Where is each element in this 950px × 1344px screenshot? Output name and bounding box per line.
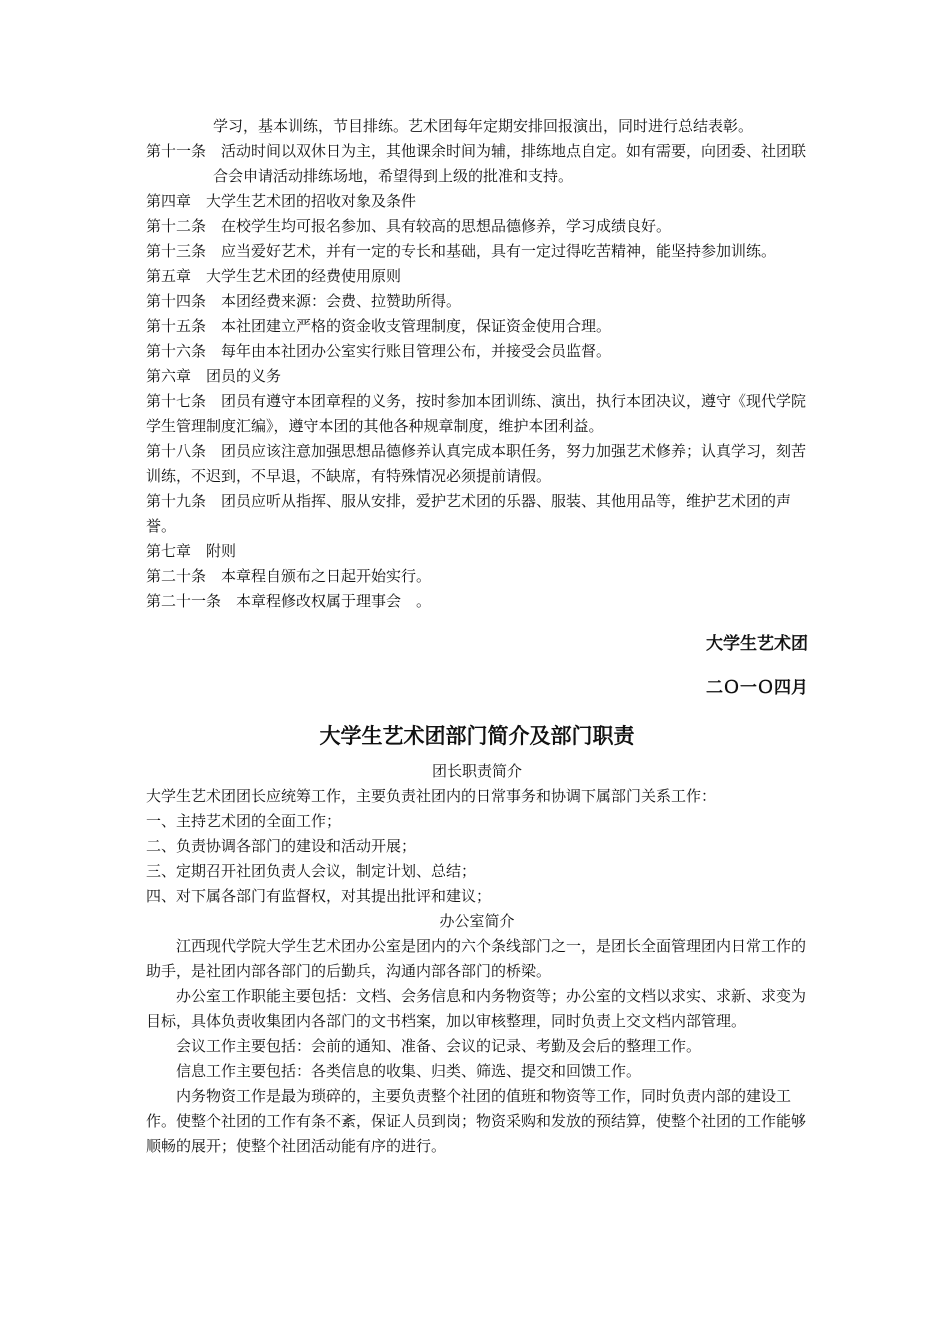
signature-organization: 大学生艺术团 xyxy=(706,634,808,654)
section-title: 大学生艺术团部门简介及部门职责 xyxy=(319,723,635,748)
article-text: 本章程修改权属于理事会 。 xyxy=(236,592,432,610)
article-text: 应当爱好艺术，并有一定的专长和基础，具有一定过得吃苦精神，能坚持参加训练。 xyxy=(221,242,777,260)
article-text: 团员有遵守本团章程的义务，按时参加本团训练、演出，执行本团决议，遵守《现代学院学生管理制度汇编》，遵守本团的其他各种规章制度，维护本团利益。 xyxy=(146,392,807,435)
article-text: 团员应该注意加强思想品德修养认真完成本职任务，努力加强艺术修养；认真学习，刻苦训练，不迟到，不早退，不缺席，有特殊情况必须提前请假。 xyxy=(146,442,807,485)
office-paragraph: 内务物资工作是最为琐碎的，主要负责整个社团的值班和物资等工作，同时负责内部的建设工作。使整个社团的工作有条不紊，保证人员到岗；物资采购和发放的预结算，使整个社团的工作能够顺畅的展开；使整个社团活动能有序的进行。 xyxy=(146,1087,807,1155)
chapter-title: 大学生艺术团的经费使用原则 xyxy=(206,267,402,285)
article-19 xyxy=(146,489,808,539)
chapter-7 xyxy=(146,539,808,564)
article-label: 第二十一条 xyxy=(146,592,222,610)
article-20 xyxy=(146,564,808,589)
office-paragraph: 信息工作主要包括：各类信息的收集、归类、筛选、提交和回馈工作。 xyxy=(176,1062,642,1080)
article-label: 第十六条 xyxy=(146,342,207,360)
article-21 xyxy=(146,589,808,614)
article-text: 本团经费来源：会费、拉赞助所得。 xyxy=(221,292,462,310)
article-label: 第十二条 xyxy=(146,217,207,235)
article-text: 活动时间以双休日为主，其他课余时间为辅，排练地点自定。如有需要，向团委、社团联合会申请活动排练场地，希望得到上级的批准和支持。 xyxy=(213,142,807,185)
article-text: 每年由本社团办公室实行账目管理公布，并接受会员监督。 xyxy=(221,342,612,360)
article-11 xyxy=(146,139,808,189)
article-label: 第十八条 xyxy=(146,442,207,460)
chapter-label: 第六章 xyxy=(146,367,192,385)
chapter-title: 附则 xyxy=(206,542,237,560)
signature-date: 二Ｏ一Ｏ四月 xyxy=(706,678,808,698)
article-label: 第十一条 xyxy=(146,142,207,160)
article-label: 第十四条 xyxy=(146,292,207,310)
article-label: 第十七条 xyxy=(146,392,207,410)
article-15 xyxy=(146,314,808,339)
chapter-label: 第四章 xyxy=(146,192,192,210)
chapter-5 xyxy=(146,264,808,289)
article-14 xyxy=(146,289,808,314)
article-text: 本章程自颁布之日起开始实行。 xyxy=(221,567,432,585)
chapter-6 xyxy=(146,364,808,389)
article-13 xyxy=(146,239,808,264)
office-paragraph: 办公室工作职能主要包括：文档、会务信息和内务物资等；办公室的文档以求实、求新、求变为目标，具体负责收集团内各部门的文书档案，加以审核整理，同时负责上交文档内部管理。 xyxy=(146,987,807,1030)
chapter-title: 团员的义务 xyxy=(206,367,282,385)
article-label: 第十九条 xyxy=(146,492,207,510)
chapter-title: 大学生艺术团的招收对象及条件 xyxy=(206,192,417,210)
document-body xyxy=(146,114,808,1159)
article-label: 第二十条 xyxy=(146,567,207,585)
article-label: 第十五条 xyxy=(146,317,207,335)
duty-item: 二、负责协调各部门的建设和活动开展； xyxy=(146,837,417,855)
office-paragraph: 会议工作主要包括：会前的通知、准备、会议的记录、考勤及会后的整理工作。 xyxy=(176,1037,702,1055)
article-ten-continuation: 学习，基本训练，节目排练。艺术团每年定期安排回报演出，同时进行总结表彰。 xyxy=(213,117,754,135)
office-paragraph: 江西现代学院大学生艺术团办公室是团内的六个条线部门之一，是团长全面管理团内日常工作的助手，是社团内部各部门的后勤兵，沟通内部各部门的桥梁。 xyxy=(146,937,807,980)
duty-item: 一、主持艺术团的全面工作； xyxy=(146,812,342,830)
leader-heading: 团长职责简介 xyxy=(431,762,522,780)
article-17 xyxy=(146,389,808,439)
article-text: 在校学生均可报名参加、具有较高的思想品德修养，学习成绩良好。 xyxy=(221,217,672,235)
article-12 xyxy=(146,214,808,239)
chapter-label: 第七章 xyxy=(146,542,192,560)
duty-item: 四、对下属各部门有监督权，对其提出批评和建议； xyxy=(146,887,492,905)
office-heading: 办公室简介 xyxy=(439,912,515,930)
article-text: 本社团建立严格的资金收支管理制度，保证资金使用合理。 xyxy=(221,317,612,335)
article-18 xyxy=(146,439,808,489)
article-text: 团员应听从指挥、服从安排，爱护艺术团的乐器、服装、其他用品等，维护艺术团的声誉。 xyxy=(146,492,792,535)
chapter-4 xyxy=(146,189,808,214)
article-16 xyxy=(146,339,808,364)
duty-item: 三、定期召开社团负责人会议，制定计划、总结； xyxy=(146,862,477,880)
article-label: 第十三条 xyxy=(146,242,207,260)
leader-lead: 大学生艺术团团长应统筹工作，主要负责社团内的日常事务和协调下属部门关系工作： xyxy=(146,787,717,805)
chapter-label: 第五章 xyxy=(146,267,192,285)
